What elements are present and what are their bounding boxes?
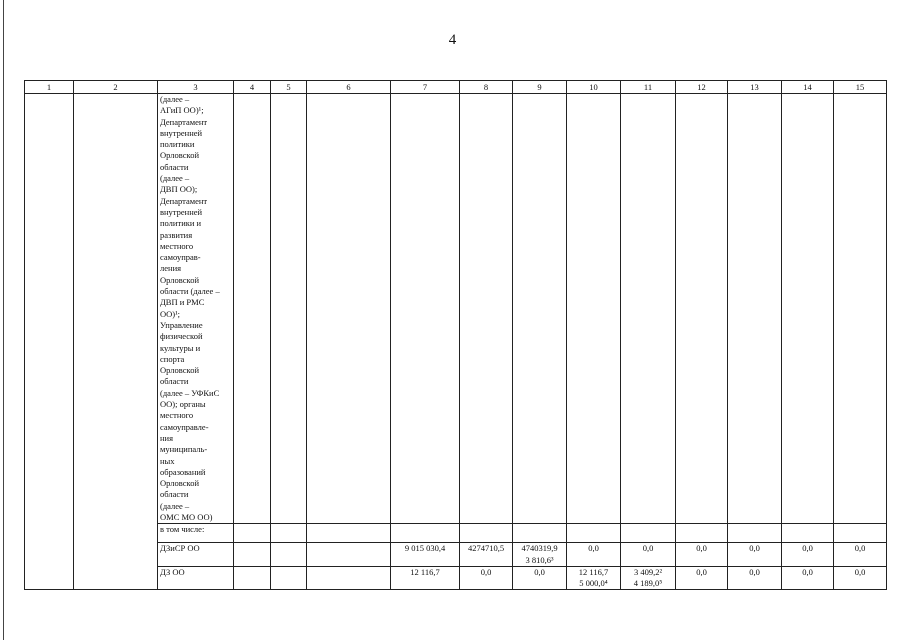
col-header-4: 4 bbox=[234, 81, 271, 94]
including-label: в том числе: bbox=[158, 524, 234, 543]
col-header-7: 7 bbox=[391, 81, 460, 94]
cell-c11-value: 3 409,2² bbox=[633, 566, 663, 577]
cell-c7: 12 116,7 bbox=[391, 566, 460, 590]
cell-c7: 9 015 030,4 bbox=[391, 543, 460, 567]
col-header-3: 3 bbox=[158, 81, 234, 94]
cell-c15: 0,0 bbox=[834, 566, 887, 590]
col-header-14: 14 bbox=[782, 81, 834, 94]
col-header-5: 5 bbox=[271, 81, 307, 94]
cell-col2 bbox=[74, 94, 158, 590]
executors-text: (далее – АГиП ОО)¹; Департамент внутренней политики Орловской области (далее – ДВП ОО); Департамент внутренней политики и развития местного самоуправ- ления Орловской области (далее – ДВП и РМС ОО)¹; Управление физической культуры и спорта Орловской области (далее – УФКиС ОО); органы местного самоуправле- ния муниципаль- ных образований Орловской области (далее – ОМС МО ОО) bbox=[158, 94, 234, 524]
cell-c13: 0,0 bbox=[728, 566, 782, 590]
cell-c9-extra: 3 810,6³ bbox=[525, 554, 554, 565]
col-header-11: 11 bbox=[621, 81, 676, 94]
cell-c10-extra: 5 000,0⁴ bbox=[579, 578, 608, 589]
cell-c9 bbox=[513, 543, 567, 567]
col-header-6: 6 bbox=[307, 81, 391, 94]
cell-col1 bbox=[25, 94, 74, 590]
page-number: 4 bbox=[448, 32, 457, 48]
col-header-1: 1 bbox=[25, 81, 74, 94]
cell-c9-value: 4740319,9 bbox=[521, 543, 558, 554]
cell-c12: 0,0 bbox=[676, 566, 728, 590]
cell-c14: 0,0 bbox=[782, 543, 834, 567]
col-header-8: 8 bbox=[460, 81, 513, 94]
cell-c11-extra: 4 189,0⁵ bbox=[633, 578, 663, 589]
col-header-2: 2 bbox=[74, 81, 158, 94]
cell-c11 bbox=[621, 566, 676, 590]
header-row bbox=[25, 81, 887, 94]
cell-c11: 0,0 bbox=[621, 543, 676, 567]
row-label: ДЗ ОО bbox=[158, 566, 234, 590]
col-header-10: 10 bbox=[567, 81, 621, 94]
col-header-13: 13 bbox=[728, 81, 782, 94]
col-header-9: 9 bbox=[513, 81, 567, 94]
cell-c10 bbox=[567, 566, 621, 590]
cell-c9: 0,0 bbox=[513, 566, 567, 590]
cell-c12: 0,0 bbox=[676, 543, 728, 567]
row-label: ДЗиСР ОО bbox=[158, 543, 234, 567]
data-table bbox=[24, 80, 887, 590]
col-header-15: 15 bbox=[834, 81, 887, 94]
cell-c8: 0,0 bbox=[460, 566, 513, 590]
col-header-12: 12 bbox=[676, 81, 728, 94]
cell-c10: 0,0 bbox=[567, 543, 621, 567]
page-left-edge-line bbox=[3, 0, 4, 640]
cell-c8: 4274710,5 bbox=[460, 543, 513, 567]
cell-c10-value: 12 116,7 bbox=[578, 566, 609, 577]
cell-c13: 0,0 bbox=[728, 543, 782, 567]
cell-c15: 0,0 bbox=[834, 543, 887, 567]
table-row-executors bbox=[25, 94, 887, 524]
cell-c14: 0,0 bbox=[782, 566, 834, 590]
